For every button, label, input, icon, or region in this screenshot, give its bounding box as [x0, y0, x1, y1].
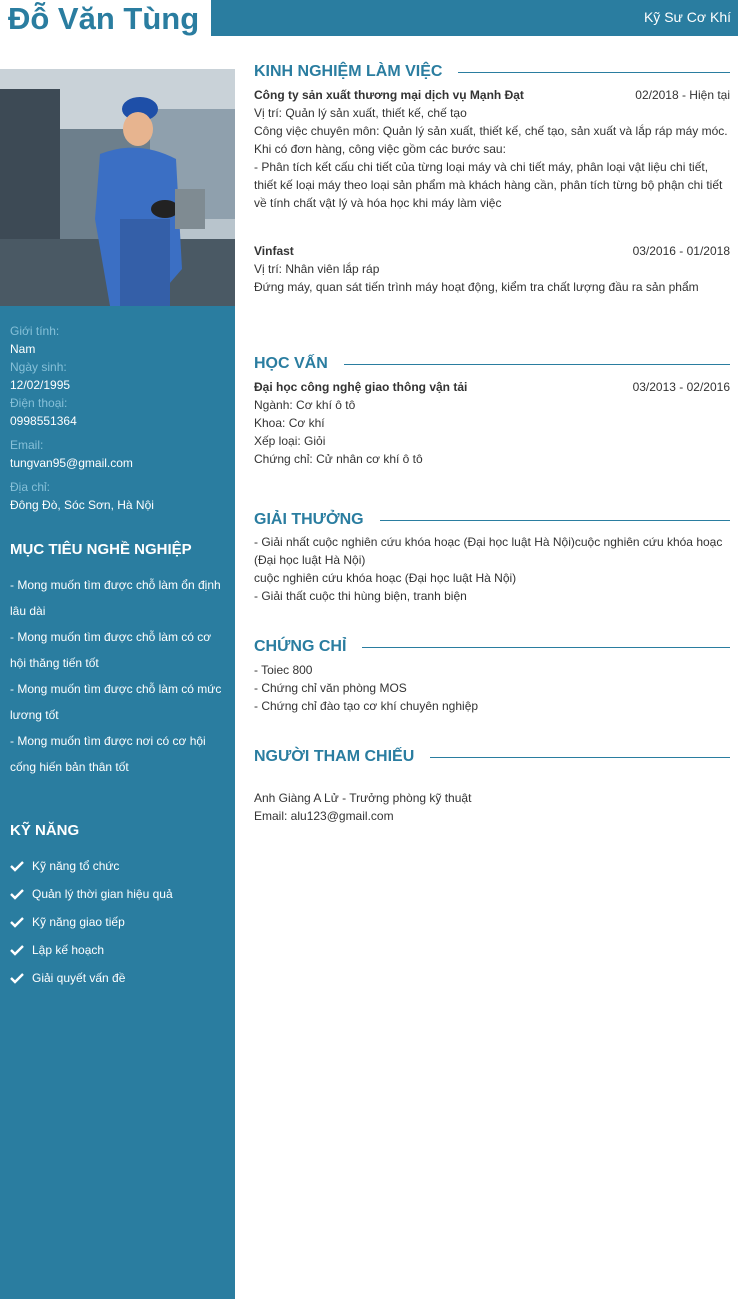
- check-icon: [10, 972, 24, 984]
- divider: [430, 757, 730, 758]
- candidate-name: Đỗ Văn Tùng: [8, 1, 200, 36]
- divider: [344, 364, 730, 365]
- job-detail: - Phân tích kết cấu chi tiết của từng loại máy và chi tiết máy, phân loại vật liệu chi tiết, thiết kế loại máy theo loại sản phẩm mà khách hàng cần, phân tích từng bộ phận chi tiết về tính chất vật lý và hóa học khi máy làm việc: [254, 160, 723, 210]
- birthdate-value: 12/02/1995: [10, 378, 71, 392]
- reference-item: Anh Giàng A Lử - Trưởng phòng kỹ thuật: [254, 791, 472, 805]
- award-item: - Giải nhất cuộc nghiên cứu khóa hoạc (Đại học luật Hà Nội)cuộc nghiên cứu khóa hoạc (Đại học luật Hà Nội): [254, 535, 723, 567]
- certificates-section-header: [254, 636, 730, 658]
- education-detail: Chứng chỉ: Cử nhân cơ khí ô tô: [254, 452, 423, 466]
- awards-list: [254, 533, 730, 605]
- skill-item: [10, 964, 225, 992]
- skills-list: [10, 852, 225, 992]
- education-date: 03/2013 - 02/2016: [632, 380, 730, 394]
- education-detail: Khoa: Cơ khí: [254, 416, 325, 430]
- references-heading: NGƯỜI THAM CHIẾU: [254, 748, 415, 765]
- certificate-item: - Toiec 800: [254, 663, 313, 677]
- skill-item: [10, 880, 225, 908]
- phone-label: Điện thoại:: [10, 396, 68, 410]
- email-label: Email:: [10, 438, 44, 452]
- awards-section-header: [254, 509, 730, 531]
- job-title: Kỹ Sư Cơ Khí: [643, 9, 731, 25]
- address-value: Đông Đò, Sóc Sơn, Hà Nội: [10, 498, 154, 512]
- skill-label: Quản lý thời gian hiệu quả: [32, 887, 173, 901]
- experience-job: [254, 242, 730, 296]
- certificate-item: - Chứng chỉ đào tạo cơ khí chuyên nghiệp: [254, 699, 479, 713]
- check-icon: [10, 888, 24, 900]
- phone-value: 0998551364: [10, 414, 77, 428]
- job-detail: Công việc chuyên môn: Quản lý sản xuất, thiết kế, chế tạo, sản xuất và lắp ráp máy móc.: [254, 124, 728, 138]
- awards-heading: GIẢI THƯỞNG: [254, 511, 364, 528]
- references-list: [254, 789, 730, 825]
- award-item: - Giải thất cuộc thi hùng biện, tranh biện: [254, 589, 467, 603]
- email-value: tungvan95@gmail.com: [10, 456, 133, 470]
- skill-item: [10, 852, 225, 880]
- company-name: Công ty sản xuất thương mại dịch vụ Mạnh Đạt: [254, 88, 524, 102]
- certificates-heading: CHỨNG CHỈ: [254, 638, 347, 655]
- divider: [458, 72, 730, 73]
- check-icon: [10, 916, 24, 928]
- gender-label: Giới tính:: [10, 324, 60, 338]
- education-heading: HỌC VẤN: [254, 355, 328, 372]
- check-icon: [10, 860, 24, 872]
- education-section-header: [254, 353, 730, 375]
- skill-label: Kỹ năng giao tiếp: [32, 915, 125, 929]
- objective-item: - Mong muốn tìm được chỗ làm có mức lương tốt: [10, 682, 222, 722]
- skills-heading: KỸ NĂNG: [10, 822, 80, 839]
- reference-item: Email: alu123@gmail.com: [254, 809, 394, 823]
- education-entry: [254, 378, 730, 468]
- objective-item: - Mong muốn tìm được chỗ làm ổn định lâu dài: [10, 578, 221, 618]
- experience-job: [254, 86, 730, 212]
- company-name: Vinfast: [254, 244, 294, 258]
- address-label: Địa chỉ:: [10, 480, 51, 494]
- skill-item: [10, 908, 225, 936]
- divider: [362, 647, 730, 648]
- skill-label: Kỹ năng tổ chức: [32, 859, 120, 873]
- certificate-item: - Chứng chỉ văn phòng MOS: [254, 681, 407, 695]
- divider: [380, 520, 730, 521]
- job-detail: Khi có đơn hàng, công việc gồm các bước sau:: [254, 142, 506, 156]
- header-bar: [211, 0, 738, 36]
- profile-photo: [0, 69, 235, 306]
- skill-label: Lập kế hoạch: [32, 943, 105, 957]
- school-name: Đại học công nghệ giao thông vận tải: [254, 380, 468, 394]
- experience-heading: KINH NGHIỆM LÀM VIỆC: [254, 63, 443, 80]
- objective-item: - Mong muốn tìm được chỗ làm có cơ hội thăng tiến tốt: [10, 630, 212, 670]
- job-date: 03/2016 - 01/2018: [632, 244, 730, 258]
- job-detail: Vị trí: Quản lý sản xuất, thiết kế, chế tạo: [254, 106, 467, 120]
- skill-label: Giải quyết vấn đề: [32, 971, 126, 985]
- references-section-header: [254, 746, 730, 768]
- education-detail: Ngành: Cơ khí ô tô: [254, 398, 356, 412]
- skill-item: [10, 936, 225, 964]
- objective-item: - Mong muốn tìm được nơi có cơ hội cống hiến bản thân tốt: [10, 734, 206, 774]
- job-date: 02/2018 - Hiện tại: [635, 88, 730, 102]
- job-detail: Đứng máy, quan sát tiến trình máy hoạt động, kiểm tra chất lượng đầu ra sản phẩm: [254, 280, 699, 294]
- certificates-list: [254, 661, 730, 715]
- gender-value: Nam: [10, 342, 36, 356]
- job-detail: Vị trí: Nhân viên lắp ráp: [254, 262, 380, 276]
- check-icon: [10, 944, 24, 956]
- objective-list: [10, 572, 225, 780]
- birthdate-label: Ngày sinh:: [10, 360, 67, 374]
- objective-heading: MỤC TIÊU NGHỀ NGHIỆP: [10, 541, 192, 558]
- education-detail: Xếp loại: Giỏi: [254, 434, 326, 448]
- experience-section-header: [254, 61, 730, 83]
- award-item: cuộc nghiên cứu khóa hoạc (Đại học luật Hà Nội): [254, 571, 517, 585]
